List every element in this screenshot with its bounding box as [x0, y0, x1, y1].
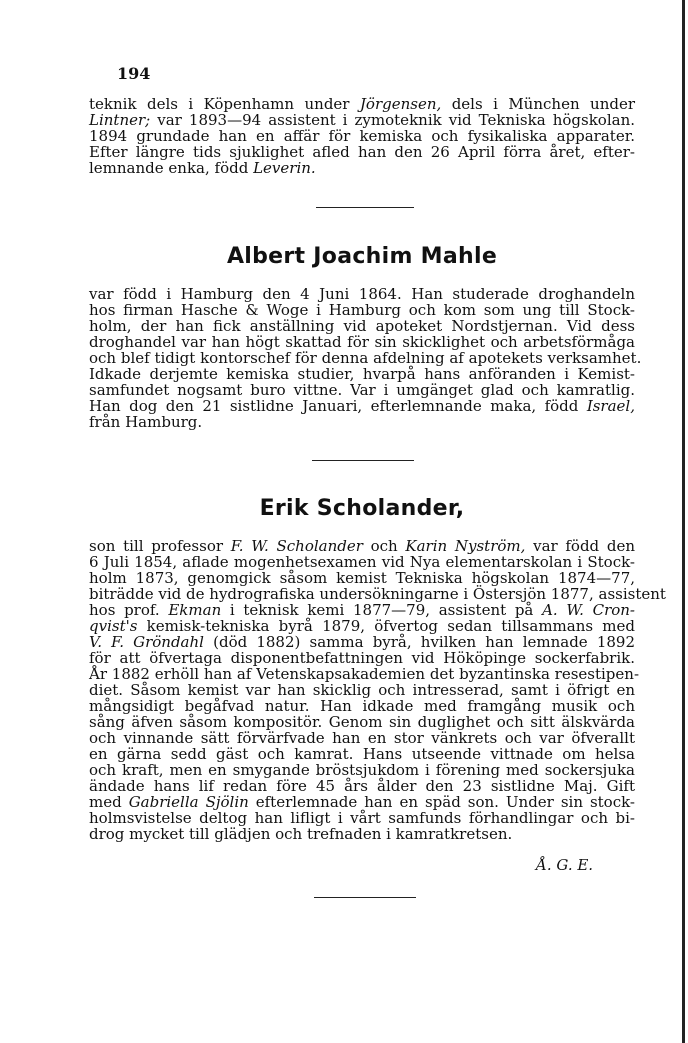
- text-line: [89, 334, 635, 350]
- text-run: 6 Juli 1854, aflade mogenhetsexamen vid Nya elementarskolan i Stock-: [89, 553, 635, 571]
- text-run: efterlemnade han en späd son. Under sin stock-: [248, 793, 635, 811]
- italic-name: Ekman: [168, 601, 222, 619]
- heading-albert-joachim-mahle: Albert Joachim Mahle: [226, 244, 498, 269]
- mahle-paragraph: [89, 285, 642, 431]
- text-line: [89, 96, 635, 112]
- text-line: [89, 366, 635, 382]
- italic-name: F. W. Scholander: [230, 537, 363, 555]
- text-line: [89, 318, 635, 334]
- signature-initials: Å. G. E.: [536, 856, 594, 874]
- text-line: [89, 128, 635, 144]
- text-run: och kraft, men en smygande bröstsjukdom i förening med sockersjuka: [89, 761, 635, 779]
- text-line: [89, 618, 635, 634]
- section-divider: [312, 460, 414, 461]
- text-run: med: [89, 793, 129, 811]
- text-run: en gärna sedd gäst och kamrat. Hans utseende vittnade om helsa: [89, 745, 635, 763]
- text-line: [89, 714, 635, 730]
- text-run: var född i Hamburg den 4 Juni 1864. Han studerade droghandeln: [89, 285, 635, 303]
- text-run: lemnande enka, född: [89, 159, 254, 177]
- text-run: och: [362, 537, 406, 555]
- text-run: holmsvistelse deltog han lifligt i vårt samfunds förhandlingar och bi-: [89, 809, 635, 827]
- text-run: hos firman Hasche & Woge i Hamburg och kom som ung till Stock-: [89, 301, 635, 319]
- text-line: [89, 762, 635, 778]
- text-run: ändade hans lif redan före 45 års ålder den 23 sistlidne Maj. Gift: [89, 777, 635, 795]
- text-run: biträdde vid de hydrografiska undersökningarne i Östersjön 1877, assistent: [89, 585, 666, 603]
- text-run: var 1893—94 assistent i zymoteknik vid Tekniska högskolan.: [150, 111, 635, 129]
- italic-name: Gabriella Sjölin: [128, 793, 249, 811]
- text-run: var född den: [525, 537, 635, 555]
- text-line: [89, 382, 635, 398]
- italic-name: Leverin.: [253, 159, 316, 177]
- text-line: [89, 286, 635, 302]
- italic-name: Jörgensen,: [359, 95, 442, 113]
- text-line: [89, 302, 635, 318]
- page-edge: [682, 0, 685, 1043]
- text-line: [89, 112, 635, 128]
- text-line: [89, 810, 635, 826]
- section-divider: [316, 207, 414, 208]
- end-divider: [314, 897, 416, 898]
- text-run: och vinnande sätt förvärfvade han en stor vänkrets och var öfverallt: [89, 729, 635, 747]
- text-run: och blef tidigt kontorschef för denna afdelning af apotekets verksamhet.: [89, 349, 642, 367]
- text-run: samfundet nogsamt buro vittne. Var i umgänget glad och kamratlig.: [89, 381, 635, 399]
- text-line: [89, 826, 635, 842]
- text-run: kemisk-tekniska byrå 1879, öfvertog sedan tillsammans med: [137, 617, 635, 635]
- scholander-paragraph: [89, 537, 666, 843]
- text-line: [89, 398, 635, 414]
- text-run: hos prof.: [89, 601, 169, 619]
- text-run: holm, der han fick anställning vid apoteket Nordstjernan. Vid dess: [89, 317, 635, 335]
- italic-name: Israel,: [586, 397, 635, 415]
- text-run: sång äfven såsom kompositör. Genom sin duglighet och sitt älskvärda: [89, 713, 635, 731]
- text-run: från Hamburg.: [89, 413, 203, 431]
- text-run: i teknisk kemi 1877—79, assistent på: [221, 601, 543, 619]
- text-run: för att öfvertaga disponentbefattningen vid Hököpinge sockerfabrik.: [89, 649, 635, 667]
- italic-name: Lintner;: [89, 111, 151, 129]
- text-run: holm 1873, genomgick såsom kemist Tekniska högskolan 1874—77,: [89, 569, 635, 587]
- text-run: mångsidigt begåfvad natur. Han idkade med framgång musik och: [89, 697, 635, 715]
- page-number: 194: [117, 64, 151, 83]
- italic-name: A. W. Cron-: [542, 601, 636, 619]
- text-run: Idkade derjemte kemiska studier, hvarpå hans anföranden i Kemist-: [89, 365, 635, 383]
- text-line: [89, 730, 635, 746]
- text-run: dels i München under: [441, 95, 636, 113]
- text-line: [89, 585, 666, 603]
- text-run: diet. Såsom kemist var han skicklig och intresserad, samt i öfrigt en: [89, 681, 635, 699]
- text-line: [89, 144, 635, 160]
- intro-paragraph: [89, 96, 635, 176]
- text-run: droghandel var han högt skattad för sin skicklighet och arbetsförmåga: [89, 333, 635, 351]
- text-run: År 1882 erhöll han af Vetenskapsakademien det byzantinska resestipen-: [89, 665, 640, 683]
- text-run: teknik dels i Köpenhamn under: [89, 95, 360, 113]
- text-run: 1894 grundade han en affär för kemiska och fysikaliska apparater.: [89, 127, 635, 145]
- italic-name: V. F. Gröndahl: [89, 633, 204, 651]
- text-line: [89, 794, 635, 810]
- text-run: (död 1882) samma byrå, hvilken han lemnade 1892: [203, 633, 636, 651]
- text-line: [89, 650, 635, 666]
- text-line: [89, 746, 635, 762]
- text-run: drog mycket till glädjen och trefnaden i kamratkretsen.: [89, 825, 513, 843]
- italic-name: Karin Nyström,: [405, 537, 526, 555]
- text-run: Efter längre tids sjuklighet afled han den 26 April förra året, efter-: [89, 143, 635, 161]
- text-line: [89, 602, 635, 618]
- text-line: [89, 349, 642, 367]
- heading-erik-scholander: Erik Scholander,: [259, 496, 465, 521]
- text-line: [89, 570, 635, 586]
- text-line: [89, 634, 635, 650]
- text-line: [89, 160, 635, 176]
- text-line: [89, 778, 635, 794]
- text-line: [89, 554, 635, 570]
- italic-name: qvist's: [89, 617, 138, 635]
- text-run: Han dog den 21 sistlidne Januari, efterlemnande maka, född: [89, 397, 587, 415]
- text-run: son till professor: [89, 537, 231, 555]
- text-line: [89, 698, 635, 714]
- text-line: [89, 665, 640, 683]
- text-line: [89, 414, 635, 430]
- text-line: [89, 538, 635, 554]
- text-line: [89, 682, 635, 698]
